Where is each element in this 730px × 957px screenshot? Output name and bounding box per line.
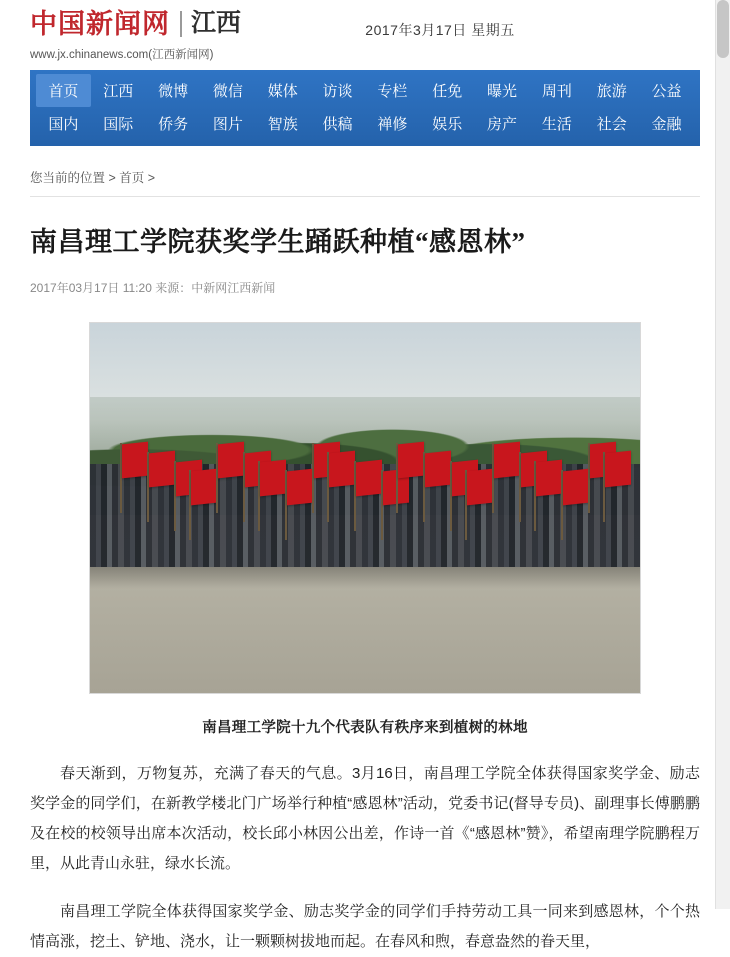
- article-paragraph-0: 春天渐到，万物复苏，充满了春天的气息。3月16日，南昌理工学院全体获得国家奖学金、励志奖学金的同学们，在新教学楼北门广场举行种植“感恩林”活动，党委书记(督导专员)、副理事长傅鹏鹏及在校的校领导出席本次活动，校长邱小林因公出差，作诗一首《“感恩林”赞》，希望南理学院鹏程万里，从此青山永驻，绿水长流。: [30, 765, 700, 872]
- brand-divider-icon: [180, 11, 182, 37]
- red-flag-icon: [287, 469, 313, 506]
- nav-item-row1-5[interactable]: 访谈: [322, 83, 353, 100]
- nav-item-row1-0[interactable]: 首页: [36, 74, 91, 107]
- red-flag-icon: [356, 460, 382, 497]
- red-flag-icon: [605, 451, 631, 488]
- site-logo[interactable]: 中国新闻网: [30, 9, 170, 39]
- nav-item-row2-3[interactable]: 图片: [212, 116, 243, 133]
- main-nav: [30, 70, 700, 146]
- nav-item-row2-7[interactable]: 娱乐: [432, 116, 463, 133]
- red-flag-icon: [149, 451, 175, 488]
- content-column: [30, 146, 700, 957]
- nav-item-row1-11[interactable]: 公益: [651, 83, 682, 100]
- nav-item-row1-9[interactable]: 周刊: [541, 83, 572, 100]
- nav-item-row1-6[interactable]: 专栏: [377, 83, 408, 100]
- scrollbar-thumb[interactable]: [717, 0, 729, 58]
- nav-item-row2-4[interactable]: 智族: [267, 116, 298, 133]
- red-flag-icon: [329, 451, 355, 488]
- breadcrumb: [30, 146, 700, 197]
- article-body: [30, 759, 700, 957]
- photo-shadow: [90, 567, 640, 589]
- brand-row: [30, 8, 310, 40]
- red-flag-icon: [467, 469, 493, 506]
- article-meta: 2017年03月17日 11:20 来源：中新网江西新闻: [30, 281, 276, 295]
- nav-item-row2-5[interactable]: 供稿: [322, 116, 353, 133]
- header-date: 2017年3月17日 星期五: [365, 22, 515, 38]
- nav-item-row1-2[interactable]: 微博: [158, 83, 189, 100]
- nav-item-row2-11[interactable]: 金融: [651, 116, 682, 133]
- nav-item-row2-8[interactable]: 房产: [487, 116, 518, 133]
- nav-item-row2-10[interactable]: 社会: [596, 116, 627, 133]
- red-flag-icon: [260, 460, 286, 497]
- page-scrollbar[interactable]: [715, 0, 730, 909]
- site-region-label[interactable]: 江西: [191, 10, 242, 37]
- article-paragraph-1: 南昌理工学院全体获得国家奖学金、励志奖学金的同学们手持劳动工具一同来到感恩林，个个热情高涨，挖土、铲地、浇水，让一颗颗树拔地而起。在春风和煦，春意盎然的眷天里，: [30, 903, 700, 950]
- nav-item-row2-2[interactable]: 侨务: [158, 116, 189, 133]
- breadcrumb-prefix: 您当前的位置: [30, 171, 106, 185]
- site-header: [0, 0, 730, 68]
- nav-row-primary: [36, 74, 694, 107]
- red-flag-icon: [563, 469, 589, 506]
- nav-item-row1-1[interactable]: 江西: [103, 83, 134, 100]
- article-figure: [89, 322, 641, 737]
- nav-item-row1-10[interactable]: 旅游: [596, 83, 627, 100]
- nav-item-row1-7[interactable]: 任免: [432, 83, 463, 100]
- breadcrumb-link-home[interactable]: 首页: [119, 171, 145, 185]
- nav-row-secondary: [36, 107, 694, 140]
- page-title: 南昌理工学院获奖学生踊跃种植“感恩林”: [30, 227, 526, 257]
- breadcrumb-sep-1: >: [108, 171, 116, 185]
- nav-item-row2-0[interactable]: 国内: [48, 116, 79, 133]
- red-flag-icon: [191, 469, 217, 506]
- nav-item-row1-3[interactable]: 微信: [212, 83, 243, 100]
- red-flag-icon: [122, 442, 148, 479]
- nav-item-row2-1[interactable]: 国际: [103, 116, 134, 133]
- nav-item-row2-9[interactable]: 生活: [541, 116, 572, 133]
- brand-block[interactable]: [30, 8, 310, 62]
- red-flag-icon: [425, 451, 451, 488]
- article-photo: [89, 322, 641, 694]
- red-flag-icon: [536, 460, 562, 497]
- figure-caption: 南昌理工学院十九个代表队有秩序来到植树的林地: [202, 720, 528, 736]
- nav-item-row2-6[interactable]: 禅修: [377, 116, 408, 133]
- nav-item-row1-8[interactable]: 曝光: [487, 83, 518, 100]
- red-flag-icon: [218, 442, 244, 479]
- red-flag-icon: [398, 442, 424, 479]
- nav-item-row1-4[interactable]: 媒体: [267, 83, 298, 100]
- red-flag-icon: [494, 442, 520, 479]
- breadcrumb-sep-2: >: [147, 171, 156, 185]
- site-url[interactable]: www.jx.chinanews.com(江西新闻网): [30, 49, 214, 61]
